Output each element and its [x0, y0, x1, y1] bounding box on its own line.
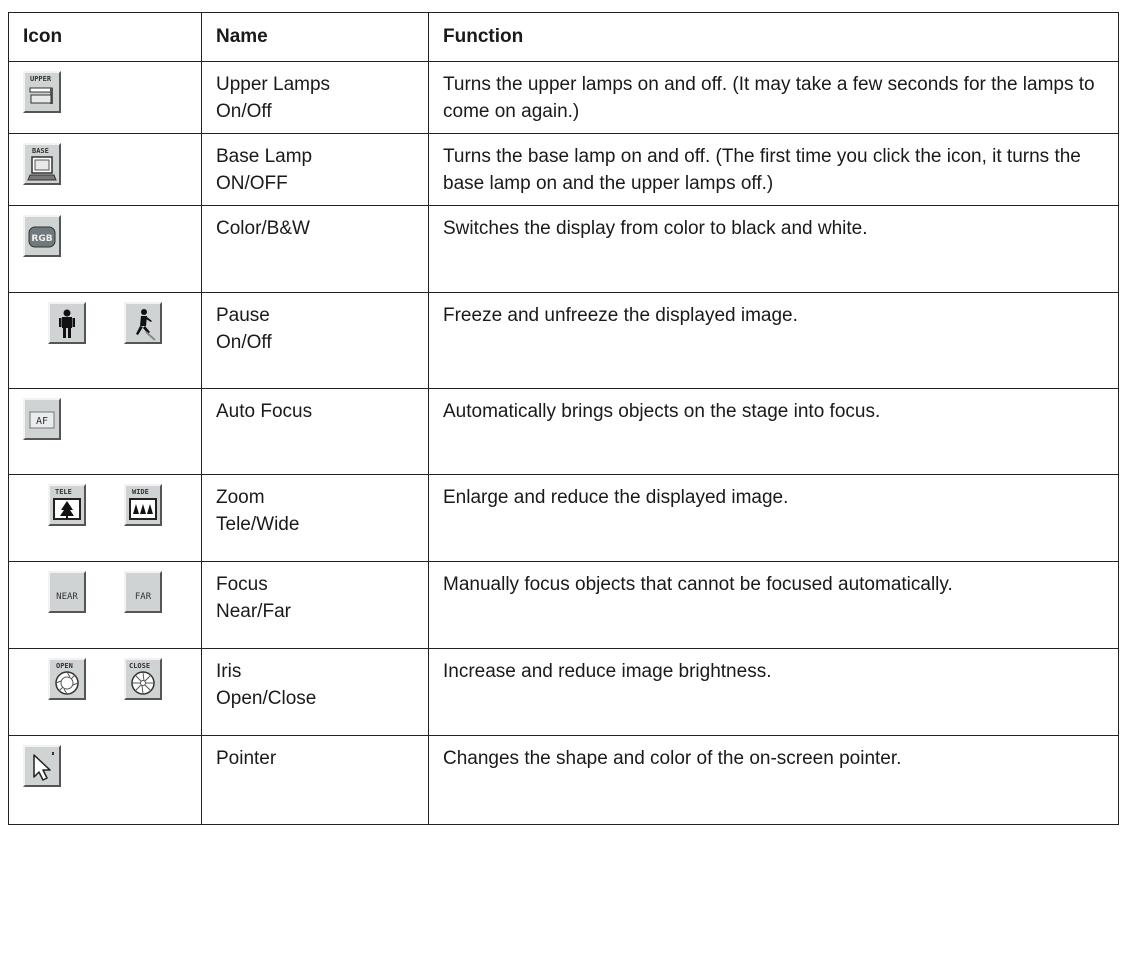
function-cell: Turns the upper lamps on and off. (It may take a few seconds for the lamps to come on again.) [429, 62, 1119, 134]
table-row [9, 389, 1119, 475]
name-cell [202, 736, 429, 825]
name-line-1: Auto Focus [216, 401, 313, 422]
table-row [9, 562, 1119, 649]
table-row [9, 475, 1119, 562]
header-function: Function [429, 13, 1119, 62]
name-line-1: Pointer [216, 748, 277, 769]
icon-cell [9, 134, 202, 206]
running-figure-icon[interactable] [124, 302, 162, 344]
header-icon: Icon [9, 13, 202, 62]
svg-text:FAR: FAR [134, 592, 152, 602]
svg-text:UPPER: UPPER [30, 75, 52, 83]
name-cell [202, 62, 429, 134]
name-line-1: Zoom [216, 487, 265, 508]
icon-cell [9, 736, 202, 825]
icon-cell [9, 649, 202, 736]
name-line-1: Color/B&W [216, 218, 310, 239]
iris-close-icon[interactable] [124, 658, 162, 700]
name-cell [202, 562, 429, 649]
function-cell: Automatically brings objects on the stage into focus. [429, 389, 1119, 475]
name-line-1: Iris [216, 661, 242, 682]
name-line-1: Pause [216, 305, 270, 326]
icon-cell [9, 475, 202, 562]
name-cell [202, 475, 429, 562]
auto-focus-icon[interactable] [23, 398, 61, 440]
zoom-wide-icon[interactable] [124, 484, 162, 526]
name-line-2: Tele/Wide [216, 514, 300, 535]
focus-near-icon[interactable] [48, 571, 86, 613]
table-row [9, 134, 1119, 206]
svg-text:WIDE: WIDE [132, 488, 149, 496]
name-line-2: Near/Far [216, 601, 291, 622]
base-lamp-icon[interactable] [23, 143, 61, 185]
function-cell: Freeze and unfreeze the displayed image. [429, 293, 1119, 389]
name-cell [202, 206, 429, 293]
upper-lamps-icon[interactable] [23, 71, 61, 113]
header-name: Name [202, 13, 429, 62]
standing-figure-icon[interactable] [48, 302, 86, 344]
name-line-1: Base Lamp [216, 146, 313, 167]
zoom-tele-icon[interactable] [48, 484, 86, 526]
svg-text:RGB: RGB [31, 234, 53, 244]
icon-cell [9, 562, 202, 649]
svg-text:AF: AF [35, 416, 49, 427]
name-line-1: Focus [216, 574, 268, 595]
table-row [9, 62, 1119, 134]
name-line-2: Open/Close [216, 688, 317, 709]
function-cell: Turns the base lamp on and off. (The first time you click the icon, it turns the base lamp on and the upper lamps off.) [429, 134, 1119, 206]
name-cell [202, 134, 429, 206]
name-line-2: On/Off [216, 332, 272, 353]
icon-cell [9, 293, 202, 389]
pointer-arrow-icon[interactable] [23, 745, 61, 787]
svg-text:OPEN: OPEN [56, 662, 73, 670]
svg-text:NEAR: NEAR [56, 592, 78, 602]
icon-cell [9, 62, 202, 134]
iris-open-icon[interactable] [48, 658, 86, 700]
table-row [9, 206, 1119, 293]
function-cell: Changes the shape and color of the on-screen pointer. [429, 736, 1119, 825]
focus-far-icon[interactable] [124, 571, 162, 613]
icon-cell [9, 206, 202, 293]
name-cell [202, 649, 429, 736]
name-cell [202, 293, 429, 389]
svg-text:BASE: BASE [32, 147, 49, 155]
rgb-icon[interactable] [23, 215, 61, 257]
name-line-1: Upper Lamps [216, 74, 331, 95]
function-cell: Manually focus objects that cannot be focused automatically. [429, 562, 1119, 649]
table-row [9, 649, 1119, 736]
icon-reference-table [8, 12, 1119, 825]
name-cell [202, 389, 429, 475]
svg-text:CLOSE: CLOSE [129, 662, 151, 670]
svg-text:TELE: TELE [55, 488, 72, 496]
name-line-2: ON/OFF [216, 173, 288, 194]
header-row [9, 13, 1119, 62]
function-cell: Enlarge and reduce the displayed image. [429, 475, 1119, 562]
table-row [9, 293, 1119, 389]
function-cell: Switches the display from color to black and white. [429, 206, 1119, 293]
function-cell: Increase and reduce image brightness. [429, 649, 1119, 736]
name-line-2: On/Off [216, 101, 272, 122]
table-row [9, 736, 1119, 825]
icon-cell [9, 389, 202, 475]
